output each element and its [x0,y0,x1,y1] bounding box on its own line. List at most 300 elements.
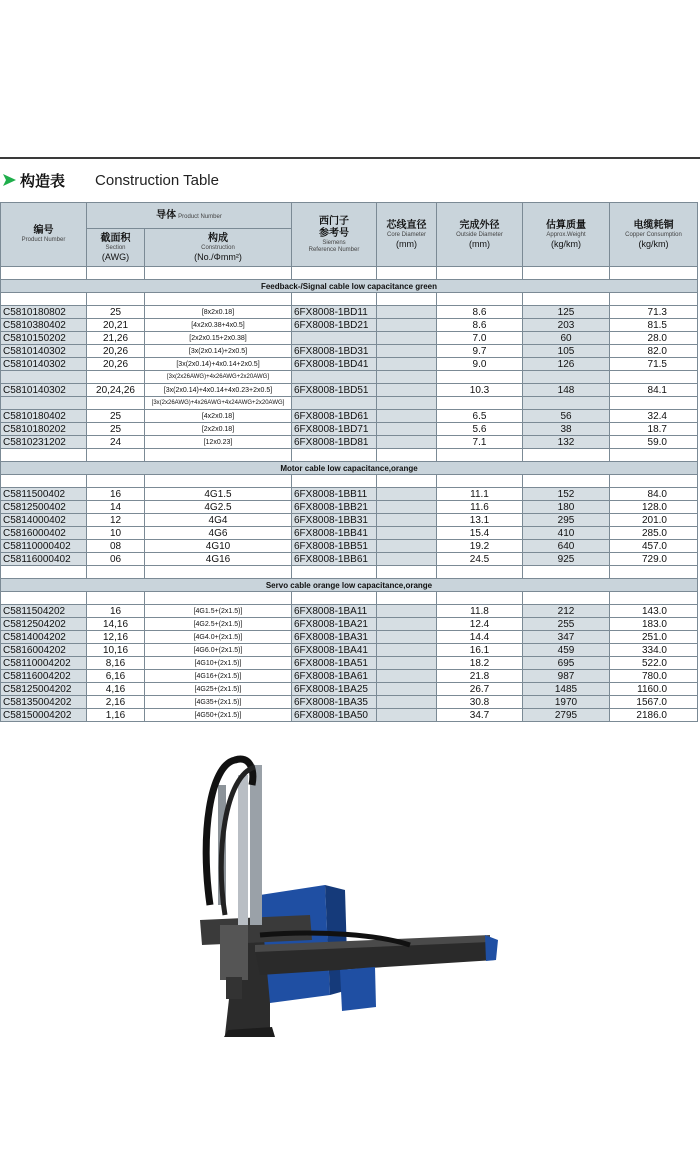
siemens-ref: 6FX8008-1BD71 [292,423,377,436]
siemens-ref: 6FX8008-1BD51 [292,384,377,397]
blank-cell [292,293,377,306]
blank-cell [377,449,437,462]
blank-cell [87,592,145,605]
blank-cell [437,449,523,462]
product-number: C5810180202 [1,423,87,436]
core-diameter [377,540,437,553]
note-cell [523,397,610,410]
note-cell [87,397,145,410]
section-awg: 10 [87,527,145,540]
approx-weight: 38 [523,423,610,436]
copper-consumption: 457.0 [610,540,698,553]
outside-diameter: 9.0 [437,358,523,371]
blank-cell [377,566,437,579]
note-cell [1,397,87,410]
core-diameter [377,345,437,358]
blank-cell [145,267,292,280]
copper-consumption: 71.3 [610,306,698,319]
approx-weight: 56 [523,410,610,423]
copper-consumption: 251.0 [610,631,698,644]
approx-weight: 180 [523,501,610,514]
outside-diameter: 13.1 [437,514,523,527]
copper-consumption: 32.4 [610,410,698,423]
blank-cell [145,293,292,306]
table-row [1,436,698,449]
blank-cell [523,293,610,306]
construction: [12x0.23] [145,436,292,449]
note-cell [377,397,437,410]
note-cell [1,371,87,384]
section-awg: 14 [87,501,145,514]
table-row [1,644,698,657]
blank-cell [87,267,145,280]
siemens-ref: 6FX8008-1BD11 [292,306,377,319]
core-diameter [377,410,437,423]
product-number: C58150004202 [1,709,87,722]
blank-cell [87,293,145,306]
construction: [4G10+(2x1.5)] [145,657,292,670]
product-number: C58116000402 [1,553,87,566]
siemens-ref: 6FX8008-1BD41 [292,358,377,371]
header-outside-diameter: 完成外径 Outside Diameter (mm) [437,203,523,267]
product-number: C5810180402 [1,410,87,423]
table-row [1,618,698,631]
approx-weight: 203 [523,319,610,332]
section-title-row [1,462,698,475]
blank-cell [610,267,698,280]
construction: [4G16+(2x1.5)] [145,670,292,683]
product-number: C5811500402 [1,488,87,501]
product-number: C5810180802 [1,306,87,319]
note-cell [292,397,377,410]
section-awg: 1,16 [87,709,145,722]
approx-weight: 255 [523,618,610,631]
copper-consumption: 82.0 [610,345,698,358]
table-row [1,423,698,436]
copper-consumption: 128.0 [610,501,698,514]
outside-diameter: 21.8 [437,670,523,683]
outside-diameter: 10.3 [437,384,523,397]
product-number: C5814004202 [1,631,87,644]
copper-consumption: 84.0 [610,488,698,501]
approx-weight: 295 [523,514,610,527]
core-diameter [377,644,437,657]
blank-cell [145,592,292,605]
table-row [1,540,698,553]
product-number: C58110004202 [1,657,87,670]
siemens-ref [292,332,377,345]
construction: [2x2x0.15+2x0.38] [145,332,292,345]
blank-cell [292,566,377,579]
blank-cell [377,592,437,605]
blank-cell [437,293,523,306]
core-diameter [377,514,437,527]
blank-cell [377,475,437,488]
blank-cell [145,475,292,488]
siemens-ref: 6FX8008-1BA31 [292,631,377,644]
table-row [1,670,698,683]
header-siemens: 西门子 参考号 Siemens Reference Number [292,203,377,267]
siemens-ref: 6FX8008-1BA35 [292,696,377,709]
section-awg: 08 [87,540,145,553]
product-number: C5816004202 [1,644,87,657]
copper-consumption: 71.5 [610,358,698,371]
construction: [4G35+(2x1.5)] [145,696,292,709]
section-awg: 16 [87,488,145,501]
note-cell [610,397,698,410]
copper-consumption: 729.0 [610,553,698,566]
blank-cell [523,267,610,280]
note-cell [437,397,523,410]
section-awg: 06 [87,553,145,566]
outside-diameter: 19.2 [437,540,523,553]
blank-cell [87,449,145,462]
blank-row [1,449,698,462]
table-row [1,319,698,332]
blank-cell [292,449,377,462]
outside-diameter: 7.1 [437,436,523,449]
note-cell [437,371,523,384]
siemens-ref: 6FX8008-1BA25 [292,683,377,696]
siemens-ref: 6FX8008-1BB11 [292,488,377,501]
blank-cell [1,449,87,462]
outside-diameter: 8.6 [437,306,523,319]
core-diameter [377,384,437,397]
blank-cell [437,566,523,579]
product-number: C5810140302 [1,358,87,371]
outside-diameter: 11.6 [437,501,523,514]
product-number: C58135004202 [1,696,87,709]
blank-cell [610,592,698,605]
section-awg: 12 [87,514,145,527]
outside-diameter: 9.7 [437,345,523,358]
siemens-ref: 6FX8008-1BB51 [292,540,377,553]
header-conductor: 导体 Product Number [87,203,292,229]
approx-weight: 925 [523,553,610,566]
product-number: C5811504202 [1,605,87,618]
header-approx-weight: 估算质量 Approx.Weight (kg/km) [523,203,610,267]
table-row [1,345,698,358]
section-awg: 21,26 [87,332,145,345]
note-row [1,397,698,410]
section-awg: 12,16 [87,631,145,644]
blank-cell [610,566,698,579]
approx-weight: 459 [523,644,610,657]
table-row [1,332,698,345]
outside-diameter: 6.5 [437,410,523,423]
section-awg: 14,16 [87,618,145,631]
blank-cell [523,449,610,462]
outside-diameter: 8.6 [437,319,523,332]
note-row [1,371,698,384]
header-core-diameter: 芯线直径 Core Diameter (mm) [377,203,437,267]
header-copper-consumption: 电缆耗铜 Copper Consumption (kg/km) [610,203,698,267]
product-number: C58110000402 [1,540,87,553]
product-number: C5814000402 [1,514,87,527]
construction: 4G10 [145,540,292,553]
construction: [2x2x0.18] [145,423,292,436]
table-row [1,527,698,540]
copper-consumption: 334.0 [610,644,698,657]
section-awg: 20,26 [87,345,145,358]
approx-weight: 1485 [523,683,610,696]
siemens-ref: 6FX8008-1BB31 [292,514,377,527]
construction: 4G16 [145,553,292,566]
table-row [1,605,698,618]
table-row [1,683,698,696]
siemens-ref: 6FX8008-1BA41 [292,644,377,657]
table-row [1,709,698,722]
core-diameter [377,605,437,618]
copper-consumption: 1567.0 [610,696,698,709]
approx-weight: 1970 [523,696,610,709]
approx-weight: 148 [523,384,610,397]
section-awg: 20,24,26 [87,384,145,397]
outside-diameter: 30.8 [437,696,523,709]
approx-weight: 2795 [523,709,610,722]
blank-cell [145,449,292,462]
construction: [4G50+(2x1.5)] [145,709,292,722]
core-diameter [377,696,437,709]
blank-row [1,475,698,488]
note-cell [523,371,610,384]
blank-cell [145,566,292,579]
core-diameter [377,358,437,371]
siemens-ref: 6FX8008-1BA51 [292,657,377,670]
construction: 4G4 [145,514,292,527]
table-row [1,657,698,670]
approx-weight: 212 [523,605,610,618]
approx-weight: 695 [523,657,610,670]
approx-weight: 105 [523,345,610,358]
heading-title-cn: 构造表 [20,171,66,190]
outside-diameter: 12.4 [437,618,523,631]
arrow-icon [1,173,17,187]
blank-row [1,592,698,605]
core-diameter [377,709,437,722]
siemens-ref: 6FX8008-1BA50 [292,709,377,722]
product-number: C5812504202 [1,618,87,631]
blank-cell [377,267,437,280]
construction: [3x(2x0.14)+4x0.14+4x0.23+2x0.5] [145,384,292,397]
siemens-ref: 6FX8008-1BB21 [292,501,377,514]
table-row [1,358,698,371]
blank-cell [377,293,437,306]
core-diameter [377,423,437,436]
copper-consumption: 522.0 [610,657,698,670]
core-diameter [377,670,437,683]
approx-weight: 132 [523,436,610,449]
construction: 4G1.5 [145,488,292,501]
siemens-ref: 6FX8008-1BD61 [292,410,377,423]
blank-cell [1,566,87,579]
core-diameter [377,527,437,540]
siemens-ref: 6FX8008-1BB41 [292,527,377,540]
product-number: C5810231202 [1,436,87,449]
construction: [4G4.0+(2x1.5)] [145,631,292,644]
construction-note: [3x(2x26AWG)+4x26AWG+4x24AWG+2x20AWG] [145,397,292,410]
approx-weight: 640 [523,540,610,553]
copper-consumption: 143.0 [610,605,698,618]
construction: [8x2x0.18] [145,306,292,319]
construction: [4G6.0+(2x1.5)] [145,644,292,657]
blank-row [1,566,698,579]
product-number: C5810140302 [1,384,87,397]
blank-cell [87,566,145,579]
product-number: C5810150202 [1,332,87,345]
table-row [1,553,698,566]
siemens-ref: 6FX8008-1BD31 [292,345,377,358]
construction: 4G2.5 [145,501,292,514]
blank-cell [523,566,610,579]
blank-cell [1,293,87,306]
section-awg: 25 [87,410,145,423]
section-title: Servo cable orange low capacitance,orange [1,579,698,592]
header-section: 截面积 Section (AWG) [87,229,145,267]
outside-diameter: 11.8 [437,605,523,618]
blank-cell [437,267,523,280]
blank-cell [87,475,145,488]
table-row [1,631,698,644]
blank-cell [292,267,377,280]
core-diameter [377,631,437,644]
approx-weight: 126 [523,358,610,371]
blank-cell [1,267,87,280]
blank-cell [1,592,87,605]
blank-cell [610,449,698,462]
note-cell [87,371,145,384]
section-awg: 24 [87,436,145,449]
siemens-ref: 6FX8008-1BB61 [292,553,377,566]
blank-cell [523,592,610,605]
construction-note: [3x(2x26AWG)+4x26AWG+2x20AWG] [145,371,292,384]
table-row [1,410,698,423]
construction: [4G1.5+(2x1.5)] [145,605,292,618]
construction: 4G6 [145,527,292,540]
copper-consumption: 285.0 [610,527,698,540]
product-number: C58125004202 [1,683,87,696]
header-construction: 构成 Construction (No./Φmm²) [145,229,292,267]
core-diameter [377,332,437,345]
outside-diameter: 18.2 [437,657,523,670]
blank-cell [292,592,377,605]
outside-diameter: 34.7 [437,709,523,722]
section-awg: 16 [87,605,145,618]
heading-title-en: Construction Table [95,171,219,189]
product-number: C5810140302 [1,345,87,358]
blank-cell [292,475,377,488]
table-row [1,514,698,527]
table-row [1,384,698,397]
section-title: Motor cable low capacitance,orange [1,462,698,475]
construction: [4x2x0.18] [145,410,292,423]
outside-diameter: 15.4 [437,527,523,540]
product-number: C58116004202 [1,670,87,683]
note-cell [610,371,698,384]
table-row [1,306,698,319]
approx-weight: 410 [523,527,610,540]
outside-diameter: 24.5 [437,553,523,566]
core-diameter [377,618,437,631]
approx-weight: 347 [523,631,610,644]
blank-cell [437,475,523,488]
note-cell [292,371,377,384]
blank-cell [1,475,87,488]
approx-weight: 125 [523,306,610,319]
section-awg: 2,16 [87,696,145,709]
copper-consumption: 2186.0 [610,709,698,722]
construction: [4G25+(2x1.5)] [145,683,292,696]
table-row [1,501,698,514]
core-diameter [377,319,437,332]
blank-row [1,293,698,306]
outside-diameter: 5.6 [437,423,523,436]
core-diameter [377,488,437,501]
note-cell [377,371,437,384]
outside-diameter: 11.1 [437,488,523,501]
copper-consumption: 780.0 [610,670,698,683]
blank-row [1,267,698,280]
product-number: C5816000402 [1,527,87,540]
core-diameter [377,306,437,319]
core-diameter [377,501,437,514]
construction: [4G2.5+(2x1.5)] [145,618,292,631]
product-number: C5812500402 [1,501,87,514]
siemens-ref: 6FX8008-1BA21 [292,618,377,631]
siemens-ref: 6FX8008-1BD81 [292,436,377,449]
section-title-row [1,579,698,592]
section-title: Feedback-/Signal cable low capacitance green [1,280,698,293]
construction: [4x2x0.38+4x0.5] [145,319,292,332]
section-awg: 20,21 [87,319,145,332]
gantry-robot-image [140,745,500,1045]
core-diameter [377,683,437,696]
outside-diameter: 26.7 [437,683,523,696]
section-awg: 25 [87,306,145,319]
blank-cell [610,475,698,488]
copper-consumption: 81.5 [610,319,698,332]
section-awg: 25 [87,423,145,436]
approx-weight: 987 [523,670,610,683]
blank-cell [437,592,523,605]
construction-table [0,202,698,722]
blank-cell [610,293,698,306]
table-row [1,488,698,501]
core-diameter [377,436,437,449]
copper-consumption: 28.0 [610,332,698,345]
siemens-ref: 6FX8008-1BD21 [292,319,377,332]
product-number: C5810380402 [1,319,87,332]
approx-weight: 60 [523,332,610,345]
construction: [3x(2x0.14)+4x0.14+2x0.5] [145,358,292,371]
table-row [1,696,698,709]
outside-diameter: 7.0 [437,332,523,345]
construction: [3x(2x0.14)+2x0.5] [145,345,292,358]
blank-cell [523,475,610,488]
copper-consumption: 1160.0 [610,683,698,696]
section-awg: 20,26 [87,358,145,371]
table-body [1,267,698,722]
copper-consumption: 183.0 [610,618,698,631]
section-awg: 4,16 [87,683,145,696]
copper-consumption: 84.1 [610,384,698,397]
section-title-row [1,280,698,293]
outside-diameter: 16.1 [437,644,523,657]
copper-consumption: 59.0 [610,436,698,449]
core-diameter [377,553,437,566]
header-product-number: 编号 Product Number [1,203,87,267]
section-awg: 8,16 [87,657,145,670]
